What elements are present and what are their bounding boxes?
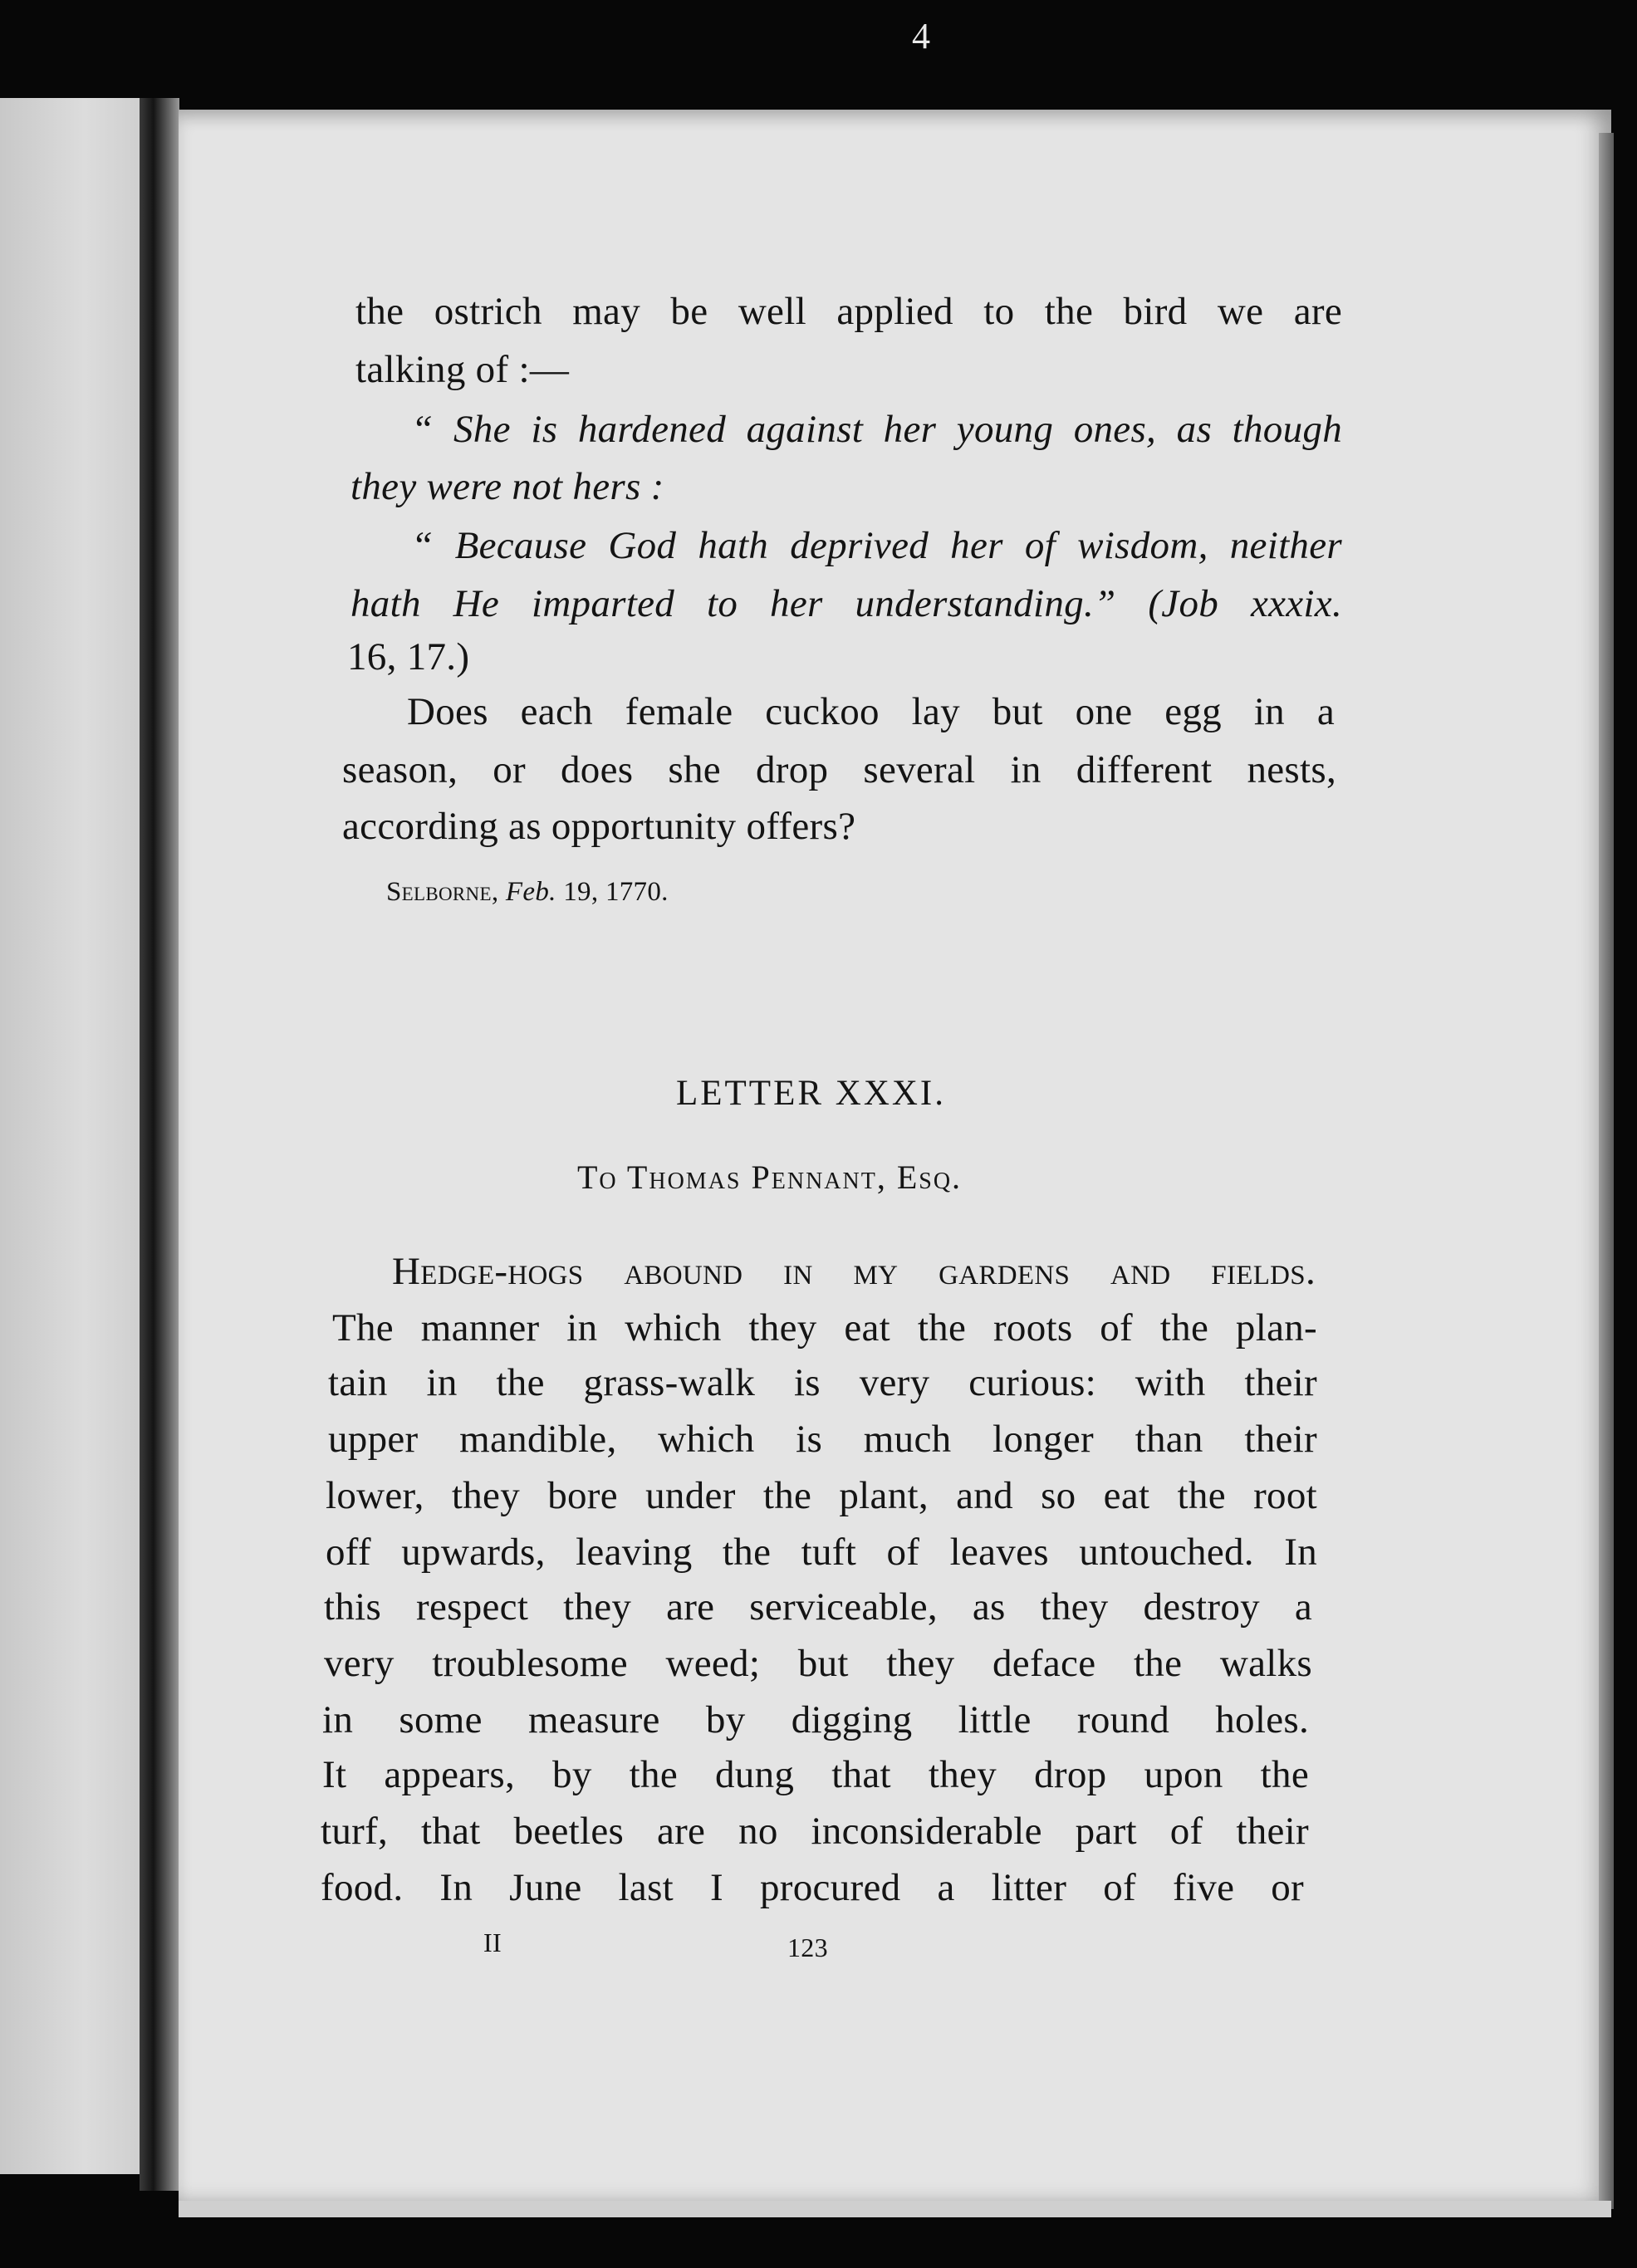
- facing-page-edge: [0, 98, 141, 2174]
- text-line: this respect they are serviceable, as they destroy a: [324, 1585, 1312, 1629]
- book-spine: [140, 98, 179, 2191]
- text-line: Does each female cuckoo lay but one egg in a: [407, 690, 1335, 733]
- text-line: upper mandible, which is much longer than their: [328, 1418, 1317, 1461]
- text-line: very troublesome weed; but they deface the walks: [324, 1642, 1312, 1685]
- quote-line: “ She is hardened against her young ones, as though: [411, 408, 1342, 451]
- text-line: tain in the grass-walk is very curious: with their: [328, 1361, 1317, 1404]
- text-line: off upwards, leaving the tuft of leaves untouched. In: [326, 1531, 1317, 1574]
- text-line: in some measure by digging little round holes.: [322, 1698, 1309, 1741]
- dateline-comma: ,: [491, 877, 506, 907]
- quote-line: hath He imparted to her understanding.” (Job xxxix.: [350, 582, 1342, 625]
- page-right-edge: [1599, 133, 1614, 2209]
- text-line: It appears, by the dung that they drop upon the: [322, 1753, 1309, 1796]
- dateline-month: Feb.: [505, 877, 556, 907]
- text-line: the ostrich may be well applied to the bird we are: [355, 290, 1342, 333]
- page-number: 123: [787, 1932, 828, 1962]
- text-line: food. In June last I procured a litter of five or: [321, 1866, 1304, 1909]
- text-line: according as opportunity offers?: [342, 805, 856, 848]
- signature-mark: II: [483, 1928, 502, 1957]
- text-line-content: Hedge-hogs abound in my gardens and fields.: [392, 1250, 1316, 1293]
- text-line: talking of :—: [355, 348, 570, 391]
- quote-line: “ Because God hath deprived her of wisdom, neither: [411, 524, 1342, 567]
- text-line: turf, that beetles are no inconsiderable part of their: [321, 1810, 1309, 1853]
- dateline: [386, 879, 669, 906]
- dateline-place: Selborne: [386, 877, 492, 907]
- scan-mark: 4: [912, 16, 930, 56]
- letter-recipient: To Thomas Pennant, Esq.: [577, 1158, 963, 1196]
- letter-heading: LETTER XXXI.: [676, 1074, 946, 1113]
- dateline-date: 19, 1770.: [563, 877, 669, 907]
- text-line: lower, they bore under the plant, and so eat the root: [326, 1474, 1317, 1517]
- text-line: 16, 17.): [347, 635, 470, 678]
- quote-line: they were not hers :: [350, 465, 664, 508]
- page-bottom-edge: [179, 2201, 1611, 2217]
- text-line: [392, 1252, 1316, 1291]
- text-line: season, or does she drop several in different nests,: [342, 748, 1336, 791]
- text-line: The manner in which they eat the roots of the plan-: [332, 1306, 1317, 1350]
